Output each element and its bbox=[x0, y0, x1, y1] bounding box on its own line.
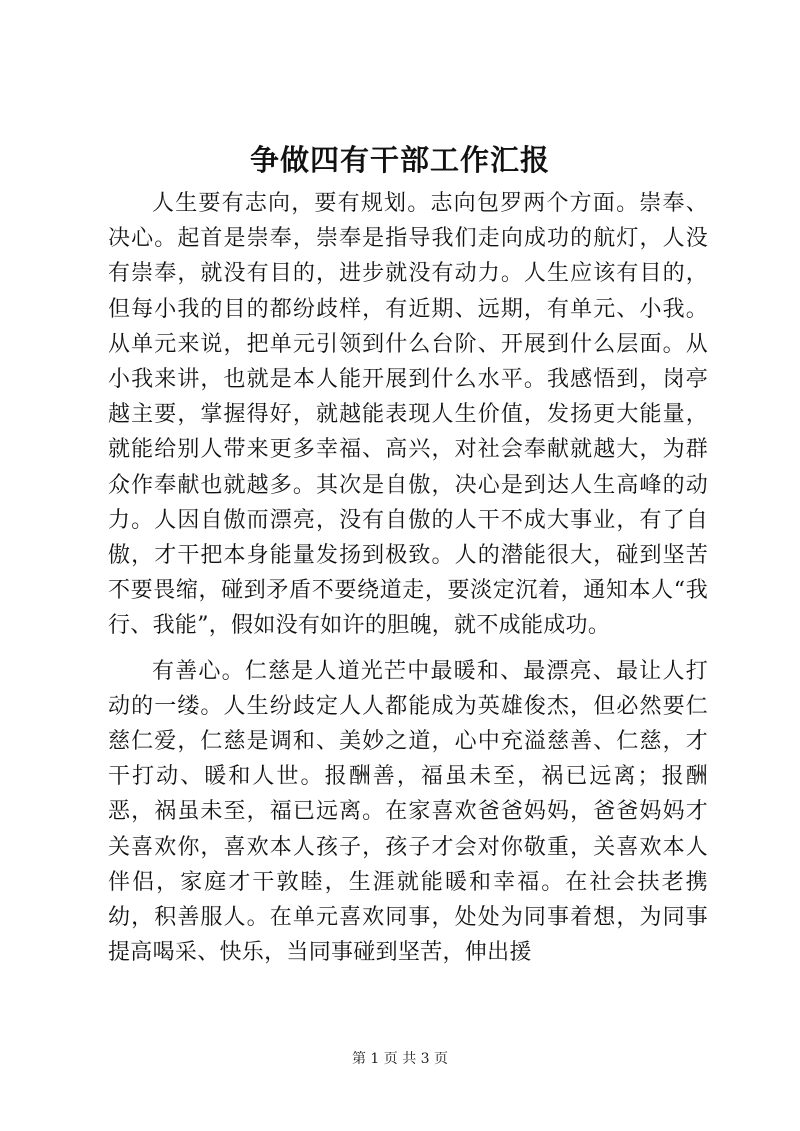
document-body bbox=[108, 186, 708, 970]
paragraph-1: 人生要有志向，要有规划。志向包罗两个方面。崇奉、决心。起首是崇奉，崇奉是指导我们走向成功的航灯，人没有崇奉，就没有目的，进步就没有动力。人生应该有目的，但每小我的目的都纷歧样，有近期、远期，有单元、小我。从单元来说，把单元引领到什么台阶、开展到什么层面。从小我来讲，也就是本人能开展到什么水平。我感悟到，岗亭越主要，掌握得好，就越能表现人生价值，发扬更大能量，就能给别人带来更多幸福、高兴，对社会奉献就越大，为群众作奉献也就越多。其次是自傲，决心是到达人生高峰的动力。人因自傲而漂亮，没有自傲的人干不成大事业，有了自傲，才干把本身能量发扬到极致。人的潜能很大，碰到坚苦不要畏缩，碰到矛盾不要绕道走，要淡定沉着，通知本人“我行、我能”，假如没有如许的胆魄，就不成能成功。 bbox=[108, 191, 708, 639]
page-number-footer: 第 1 页 共 3 页 bbox=[351, 1051, 449, 1067]
paragraph-2: 有善心。仁慈是人道光芒中最暖和、最漂亮、最让人打动的一缕。人生纷歧定人人都能成为英雄俊杰，但必然要仁慈仁爱，仁慈是调和、美妙之道，心中充溢慈善、仁慈，才干打动、暖和人世。报酬善，福虽未至，祸已远离；报酬恶，祸虽未至，福已远离。在家喜欢爸爸妈妈，爸爸妈妈才关喜欢你，喜欢本人孩子，孩子才会对你敬重，关喜欢本人伴侣，家庭才干敦睦，生涯就能暖和幸福。在社会扶老携幼，积善服人。在单元喜欢同事，处处为同事着想，为同事提高喝采、快乐，当同事碰到坚苦，伸出援 bbox=[108, 658, 708, 966]
document-title: 争做四有干部工作汇报 bbox=[249, 143, 550, 177]
